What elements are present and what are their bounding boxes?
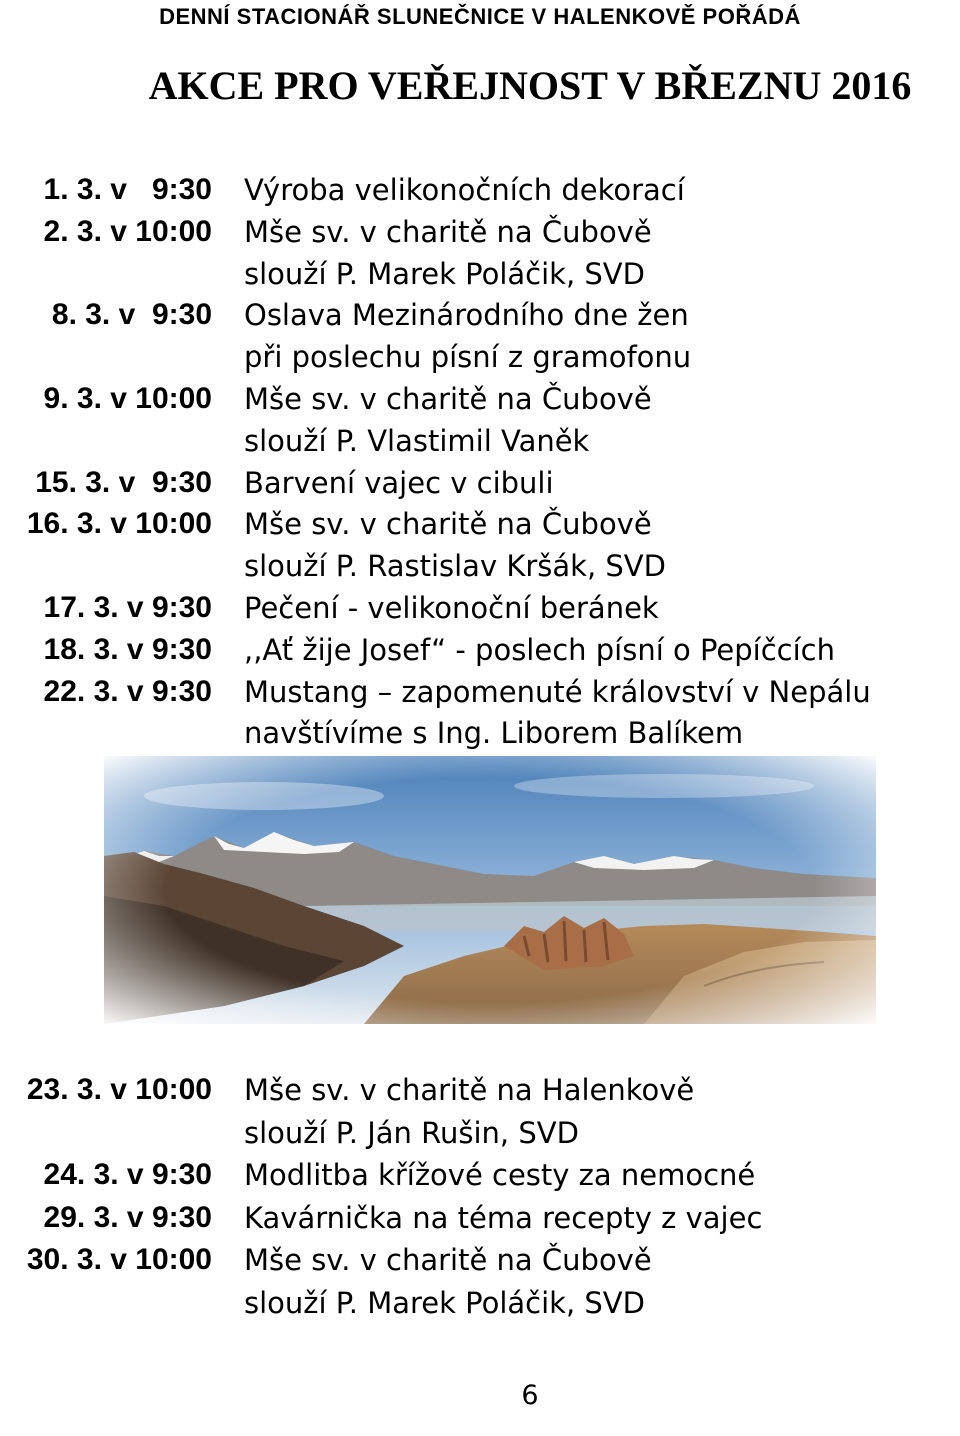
event-date: 15. 3. v 9:30 (35, 465, 212, 499)
event-description: Mše sv. v charitě na Čubově (244, 507, 652, 542)
event-description: Kavárnička na téma recepty z vajec (244, 1200, 763, 1235)
event-description: při poslechu písní z gramofonu (244, 340, 692, 375)
event-date: 24. 3. v 9:30 (43, 1158, 212, 1192)
event-date: 18. 3. v 9:30 (43, 632, 212, 666)
page-title: AKCE PRO VEŘEJNOST V BŘEZNU 2016 (148, 63, 912, 108)
page-number: 6 (521, 1380, 539, 1411)
event-date: 29. 3. v 9:30 (43, 1200, 212, 1234)
event-row (0, 1111, 960, 1155)
event-description: Pečení - velikonoční beránek (244, 591, 659, 625)
event-date: 17. 3. v 9:30 (43, 591, 212, 624)
event-description: navštívíme s Ing. Liborem Balíkem (244, 716, 744, 751)
event-row (0, 293, 960, 337)
event-row (0, 711, 960, 755)
event-row (0, 628, 960, 672)
mountain-landscape-photo (104, 756, 876, 1024)
event-description: Mše sv. v charitě na Čubově (244, 1243, 652, 1278)
event-row (0, 252, 960, 296)
event-row (0, 1153, 960, 1197)
event-description: Mše sv. v charitě na Čubově (244, 382, 652, 416)
event-description: Mustang – zapomenuté království v Nepálu (244, 674, 871, 709)
event-row (0, 502, 960, 546)
event-date: 16. 3. v 10:00 (26, 507, 212, 541)
event-date: 23. 3. v 10:00 (26, 1073, 212, 1106)
event-row (0, 544, 960, 588)
event-description: slouží P. Marek Poláčik, SVD (244, 256, 645, 291)
event-date: 9. 3. v 10:00 (43, 382, 212, 415)
event-row (0, 210, 960, 254)
event-row (0, 1196, 960, 1240)
event-description: Modlitba křížové cesty za nemocné (244, 1158, 756, 1193)
event-date: 2. 3. v 10:00 (43, 214, 212, 248)
event-row (0, 377, 960, 421)
event-description: Oslava Mezinárodního dne žen (244, 298, 689, 333)
event-row (0, 335, 960, 379)
event-description: Mše sv. v charitě na Čubově (244, 214, 652, 249)
event-description: Výroba velikonočních dekorací (244, 173, 685, 207)
event-description: Barvení vajec v cibuli (244, 465, 554, 500)
event-description: slouží P. Rastislav Kršák, SVD (244, 549, 666, 584)
event-description: slouží P. Ján Rušin, SVD (244, 1115, 579, 1150)
event-description: slouží P. Vlastimil Vaněk (244, 423, 590, 458)
event-row (0, 168, 960, 212)
event-date: 8. 3. v 9:30 (51, 298, 212, 332)
event-description: Mše sv. v charitě na Halenkově (244, 1073, 695, 1107)
event-row (0, 670, 960, 714)
event-row (0, 1068, 960, 1112)
event-date: 30. 3. v 10:00 (26, 1243, 212, 1277)
event-row (0, 586, 960, 630)
event-row (0, 1281, 960, 1325)
event-date: 22. 3. v 9:30 (43, 674, 212, 708)
event-row (0, 1238, 960, 1282)
event-row (0, 461, 960, 505)
event-description: ,,Ať žije Josef“ - poslech písní o Pepíčcích (244, 632, 835, 667)
event-date: 1. 3. v 9:30 (43, 173, 212, 206)
event-row (0, 419, 960, 463)
event-description: slouží P. Marek Poláčik, SVD (244, 1286, 645, 1320)
organizer-header: DENNÍ STACIONÁŘ SLUNEČNICE V HALENKOVĚ POŘÁDÁ (159, 4, 801, 29)
